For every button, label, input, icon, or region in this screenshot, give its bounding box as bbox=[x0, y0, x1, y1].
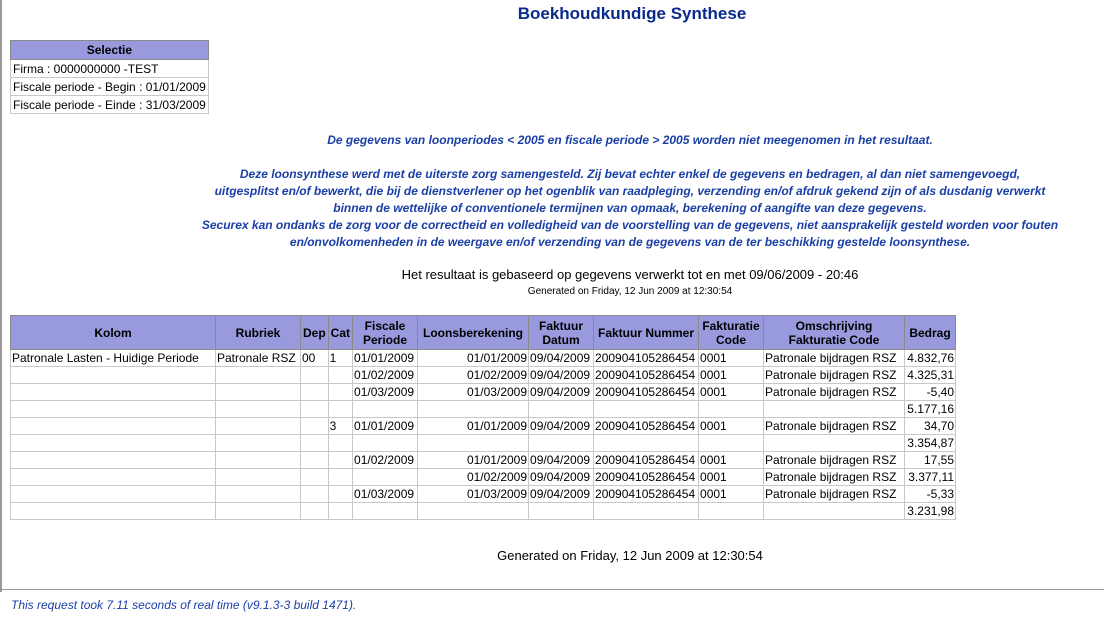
cell-loonsberekening: 01/01/2009 bbox=[418, 452, 529, 469]
col-header-faktuur-datum: Faktuur Datum bbox=[529, 316, 594, 350]
col-header-loonsberekening: Loonsberekening bbox=[418, 316, 529, 350]
cell-bedrag: 17,55 bbox=[905, 452, 956, 469]
cell-kolom bbox=[11, 469, 216, 486]
cell-cat bbox=[328, 401, 352, 418]
col-header-omschrijving: Omschrijving Fakturatie Code bbox=[764, 316, 905, 350]
cell-faktuur-nummer: 200904105286454 bbox=[594, 469, 699, 486]
selection-period-end: Fiscale periode - Einde : 31/03/2009 bbox=[11, 96, 209, 114]
cell-fiscale-periode: 01/01/2009 bbox=[353, 418, 418, 435]
cell-bedrag: 4.832,76 bbox=[905, 350, 956, 367]
cell-kolom bbox=[11, 384, 216, 401]
results-table bbox=[10, 315, 956, 520]
cell-kolom bbox=[11, 452, 216, 469]
cell-rubriek bbox=[216, 469, 301, 486]
cell-cat bbox=[328, 486, 352, 503]
cell-faktuur-datum bbox=[529, 503, 594, 520]
cell-cat bbox=[328, 384, 352, 401]
cell-dep bbox=[301, 486, 329, 503]
cell-dep bbox=[301, 503, 329, 520]
cell-dep bbox=[301, 418, 329, 435]
disclaimer-line: Securex kan ondanks de zorg voor de correctheid en volledigheid van de voorstelling van de gegevens, niet aansprakelijk gesteld worden voor fouten bbox=[201, 218, 1059, 232]
cell-faktuur-datum: 09/04/2009 bbox=[529, 486, 594, 503]
table-row bbox=[11, 469, 956, 486]
cell-rubriek bbox=[216, 418, 301, 435]
cell-omschrijving: Patronale bijdragen RSZ bbox=[764, 486, 905, 503]
cell-rubriek bbox=[216, 486, 301, 503]
cell-faktuur-datum: 09/04/2009 bbox=[529, 418, 594, 435]
cell-fiscale-periode: 01/01/2009 bbox=[353, 350, 418, 367]
cell-faktuur-nummer: 200904105286454 bbox=[594, 452, 699, 469]
cell-fakturatie-code bbox=[699, 435, 764, 452]
disclaimer bbox=[150, 132, 1104, 251]
cell-faktuur-nummer: 200904105286454 bbox=[594, 418, 699, 435]
cell-cat bbox=[328, 367, 352, 384]
cell-kolom: Patronale Lasten - Huidige Periode bbox=[11, 350, 216, 367]
col-header-fiscale-periode: Fiscale Periode bbox=[353, 316, 418, 350]
cell-faktuur-datum: 09/04/2009 bbox=[529, 350, 594, 367]
col-header-kolom: Kolom bbox=[11, 316, 216, 350]
disclaimer-line: en/onvolkomenheden in de weergave en/of verzending van de gegevens van de ter beschikking gestelde loonsynthese. bbox=[289, 235, 971, 249]
cell-kolom bbox=[11, 503, 216, 520]
cell-fakturatie-code: 0001 bbox=[699, 418, 764, 435]
disclaimer-line: uitgesplitst en/of bewerkt, die bij de dienstverlener op het ogenblik van raadpleging, verzending en/of afdruk gekend zijn of als dusdanig verwerkt bbox=[214, 184, 1046, 198]
cell-bedrag: 34,70 bbox=[905, 418, 956, 435]
page-title: Boekhoudkundige Synthese bbox=[517, 4, 747, 23]
col-header-rubriek: Rubriek bbox=[216, 316, 301, 350]
table-row bbox=[11, 384, 956, 401]
cell-bedrag: 3.377,11 bbox=[905, 469, 956, 486]
table-row bbox=[11, 486, 956, 503]
cell-loonsberekening: 01/03/2009 bbox=[418, 384, 529, 401]
cell-faktuur-nummer bbox=[594, 503, 699, 520]
cell-rubriek bbox=[216, 503, 301, 520]
cell-loonsberekening bbox=[418, 503, 529, 520]
cell-loonsberekening: 01/01/2009 bbox=[418, 350, 529, 367]
cell-faktuur-datum bbox=[529, 401, 594, 418]
col-header-bedrag: Bedrag bbox=[905, 316, 956, 350]
cell-dep bbox=[301, 469, 329, 486]
cell-fiscale-periode bbox=[353, 401, 418, 418]
cell-bedrag: 4.325,31 bbox=[905, 367, 956, 384]
cell-bedrag: 3.354,87 bbox=[905, 435, 956, 452]
cell-kolom bbox=[11, 367, 216, 384]
cell-faktuur-nummer: 200904105286454 bbox=[594, 367, 699, 384]
cell-kolom bbox=[11, 418, 216, 435]
cell-faktuur-datum: 09/04/2009 bbox=[529, 452, 594, 469]
cell-fakturatie-code: 0001 bbox=[699, 486, 764, 503]
cell-fiscale-periode: 01/02/2009 bbox=[353, 452, 418, 469]
cell-faktuur-nummer: 200904105286454 bbox=[594, 486, 699, 503]
cell-bedrag: -5,40 bbox=[905, 384, 956, 401]
cell-loonsberekening bbox=[418, 435, 529, 452]
cell-dep bbox=[301, 435, 329, 452]
cell-cat bbox=[328, 469, 352, 486]
cell-fakturatie-code bbox=[699, 401, 764, 418]
table-row bbox=[11, 401, 956, 418]
cell-fiscale-periode: 01/03/2009 bbox=[353, 384, 418, 401]
cell-fakturatie-code: 0001 bbox=[699, 350, 764, 367]
cell-faktuur-nummer bbox=[594, 401, 699, 418]
cell-omschrijving: Patronale bijdragen RSZ bbox=[764, 384, 905, 401]
cell-loonsberekening: 01/02/2009 bbox=[418, 367, 529, 384]
col-header-cat: Cat bbox=[328, 316, 352, 350]
cell-loonsberekening bbox=[418, 401, 529, 418]
cell-kolom bbox=[11, 401, 216, 418]
table-row bbox=[11, 503, 956, 520]
cell-bedrag: 5.177,16 bbox=[905, 401, 956, 418]
col-header-dep: Dep bbox=[301, 316, 329, 350]
cell-rubriek bbox=[216, 384, 301, 401]
selection-firm: Firma : 0000000000 -TEST bbox=[11, 60, 209, 78]
based-on-text: Het resultaat is gebaseerd op gegevens verwerkt tot en met 09/06/2009 - 20:46 bbox=[401, 267, 859, 282]
cell-loonsberekening: 01/03/2009 bbox=[418, 486, 529, 503]
cell-bedrag: -5,33 bbox=[905, 486, 956, 503]
cell-omschrijving: Patronale bijdragen RSZ bbox=[764, 452, 905, 469]
col-header-fakturatie-code: Fakturatie Code bbox=[699, 316, 764, 350]
cell-fiscale-periode: 01/03/2009 bbox=[353, 486, 418, 503]
cell-dep: 00 bbox=[301, 350, 329, 367]
cell-faktuur-nummer: 200904105286454 bbox=[594, 350, 699, 367]
cell-dep bbox=[301, 401, 329, 418]
cell-faktuur-datum: 09/04/2009 bbox=[529, 367, 594, 384]
disclaimer-line: binnen de wettelijke of conventionele termijnen van opmaak, berekening of aangifte van deze gegevens. bbox=[333, 201, 927, 215]
cell-rubriek bbox=[216, 452, 301, 469]
request-timing-footer: This request took 7.11 seconds of real time (v9.1.3-3 build 1471). bbox=[11, 598, 357, 612]
cell-fakturatie-code: 0001 bbox=[699, 384, 764, 401]
cell-faktuur-datum bbox=[529, 435, 594, 452]
cell-rubriek bbox=[216, 435, 301, 452]
cell-omschrijving bbox=[764, 401, 905, 418]
table-row bbox=[11, 435, 956, 452]
selection-header: Selectie bbox=[11, 41, 209, 60]
table-row bbox=[11, 350, 956, 367]
results-header-row bbox=[11, 316, 956, 350]
cell-loonsberekening: 01/01/2009 bbox=[418, 418, 529, 435]
cell-faktuur-datum: 09/04/2009 bbox=[529, 384, 594, 401]
cell-cat bbox=[328, 435, 352, 452]
left-frame-border bbox=[0, 0, 2, 592]
table-row bbox=[11, 367, 956, 384]
cell-dep bbox=[301, 367, 329, 384]
cell-omschrijving bbox=[764, 435, 905, 452]
table-row bbox=[11, 418, 956, 435]
selection-table bbox=[10, 40, 209, 114]
footer-divider bbox=[0, 589, 1104, 590]
cell-kolom bbox=[11, 435, 216, 452]
cell-bedrag: 3.231,98 bbox=[905, 503, 956, 520]
cell-omschrijving: Patronale bijdragen RSZ bbox=[764, 367, 905, 384]
selection-period-begin: Fiscale periode - Begin : 01/01/2009 bbox=[11, 78, 209, 96]
cell-rubriek bbox=[216, 401, 301, 418]
cell-dep bbox=[301, 384, 329, 401]
cell-fakturatie-code bbox=[699, 503, 764, 520]
cell-cat: 1 bbox=[328, 350, 352, 367]
cell-faktuur-datum: 09/04/2009 bbox=[529, 469, 594, 486]
disclaimer-line: Deze loonsynthese werd met de uiterste zorg samengesteld. Zij bevat echter enkel de gegevens en bedragen, al dan niet samengevoegd, bbox=[239, 167, 1021, 181]
cell-omschrijving: Patronale bijdragen RSZ bbox=[764, 469, 905, 486]
cell-omschrijving: Patronale bijdragen RSZ bbox=[764, 418, 905, 435]
cell-fiscale-periode bbox=[353, 503, 418, 520]
cell-faktuur-nummer: 200904105286454 bbox=[594, 384, 699, 401]
generated-on-bottom: Generated on Friday, 12 Jun 2009 at 12:30:54 bbox=[497, 548, 763, 563]
table-row bbox=[11, 452, 956, 469]
cell-cat bbox=[328, 452, 352, 469]
cell-fiscale-periode: 01/02/2009 bbox=[353, 367, 418, 384]
cell-fakturatie-code: 0001 bbox=[699, 452, 764, 469]
cell-omschrijving bbox=[764, 503, 905, 520]
cell-cat: 3 bbox=[328, 418, 352, 435]
cell-faktuur-nummer bbox=[594, 435, 699, 452]
cell-rubriek bbox=[216, 367, 301, 384]
disclaimer-line: De gegevens van loonperiodes < 2005 en fiscale periode > 2005 worden niet meegenomen in het resultaat. bbox=[327, 133, 933, 147]
cell-cat bbox=[328, 503, 352, 520]
cell-fiscale-periode bbox=[353, 469, 418, 486]
cell-fakturatie-code: 0001 bbox=[699, 469, 764, 486]
cell-omschrijving: Patronale bijdragen RSZ bbox=[764, 350, 905, 367]
cell-kolom bbox=[11, 486, 216, 503]
cell-fiscale-periode bbox=[353, 435, 418, 452]
cell-loonsberekening: 01/02/2009 bbox=[418, 469, 529, 486]
cell-rubriek: Patronale RSZ bbox=[216, 350, 301, 367]
col-header-faktuur-nummer: Faktuur Nummer bbox=[594, 316, 699, 350]
cell-fakturatie-code: 0001 bbox=[699, 367, 764, 384]
generated-on-small: Generated on Friday, 12 Jun 2009 at 12:30:54 bbox=[527, 286, 733, 297]
cell-dep bbox=[301, 452, 329, 469]
